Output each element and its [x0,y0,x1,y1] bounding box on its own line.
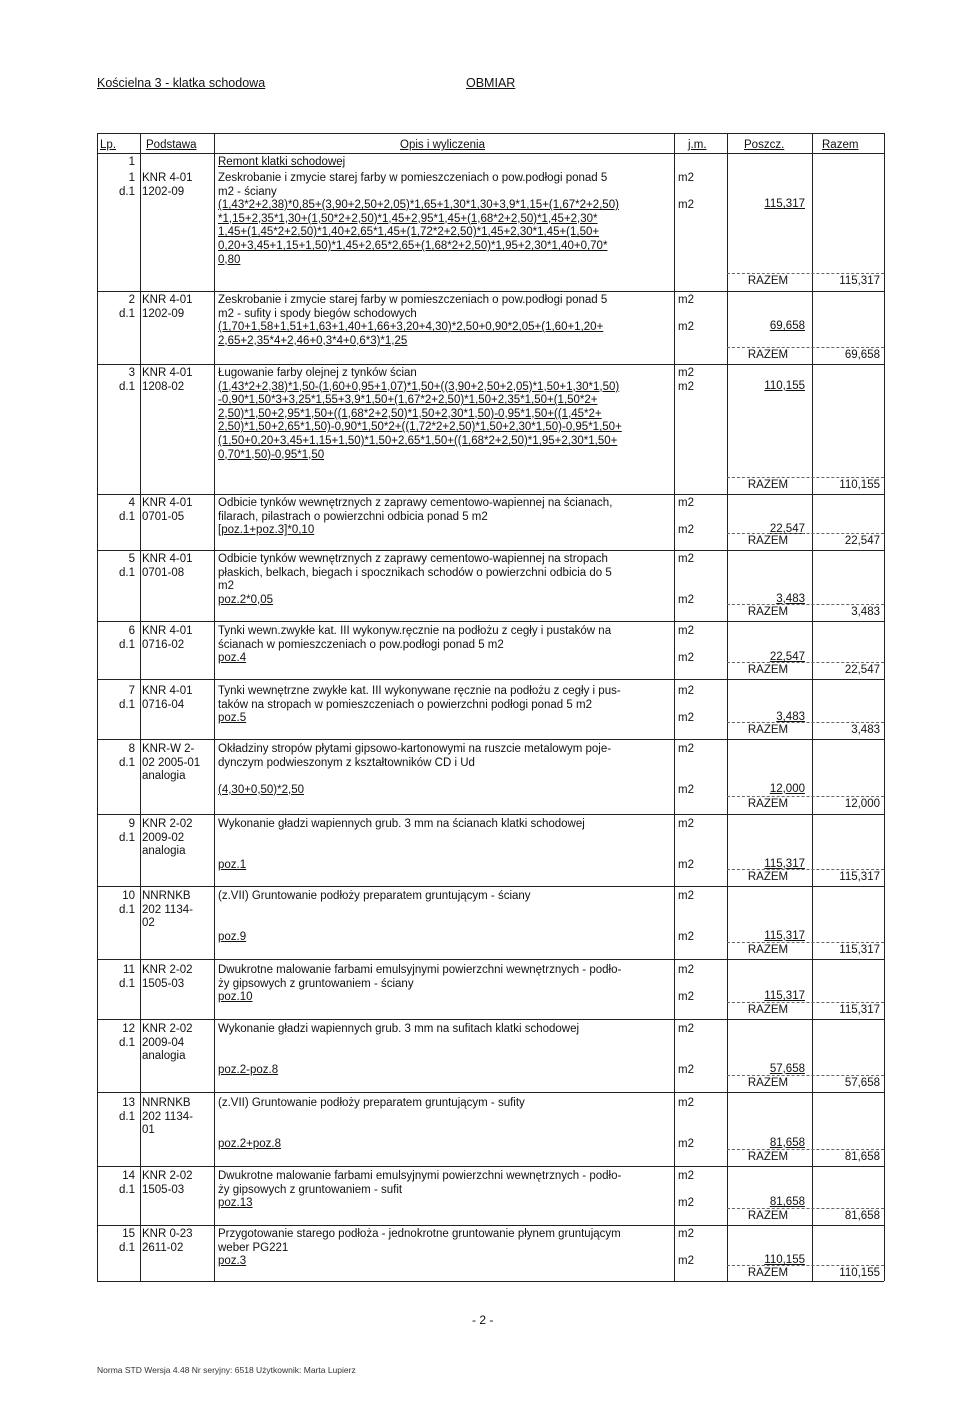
item-8-razem-label: RAZEM [747,798,789,810]
item-4-desc-1: filarach, pilastrach o powierzchni odbicia ponad 5 m2 [218,510,488,523]
item-14-row-border [97,1225,884,1226]
item-13-sum-line [727,1149,884,1150]
item-1-basis-1: 1202-09 [142,185,185,198]
item-6-desc-0: Tynki wewn.zwykłe kat. III wykonyw.ręcznie na podłożu z cegły i pustaków na [218,625,612,637]
item-13-desc-unit: m2 [678,1097,694,1109]
item-12-lp-sub: d.1 [119,1036,135,1049]
item-13-basis-2: 01 [142,1124,155,1137]
item-12-lp: 12 [122,1023,135,1035]
item-1-formula-2: 1,45+(1,45*2+2,50)*1,40+2,65*1,45+(1,72*2+2,50)*1,45+2,30*1,45+(1,50+ [218,226,600,239]
item-14-sum-line [727,1208,884,1209]
item-10-basis-2: 02 [142,917,155,930]
item-10-poszcz: 115,317 [764,929,805,942]
item-15-desc-0: Przygotowanie starego podłoża - jednokrotne gruntowanie płynem gruntującym [218,1228,621,1240]
item-5-basis-1: 0701-08 [142,566,185,579]
item-2-razem-label: RAZEM [747,349,789,361]
item-3-formula-3: 2,50)*1,50+2,65*1,50)-0,90*1,50*2+((1,72*2+2,50)*1,50+2,30*1,50)-0,95*1,50+ [218,421,622,434]
item-2-formula-unit: m2 [678,321,694,334]
item-2-desc-0: Zeskrobanie i zmycie starej farby w pomieszczeniach o pow.podłogi ponad 5 [218,294,608,306]
col-opis: Opis i wyliczenia [400,139,485,151]
item-13-poszcz: 81,658 [769,1136,805,1149]
item-14-desc-1: ży gipsowych z gruntowaniem - sufit [218,1183,403,1196]
item-3-desc-0: Ługowanie farby olejnej z tynków ścian [218,367,417,379]
item-11-sum-line [727,1002,884,1003]
item-15-lp: 15 [122,1228,135,1240]
col-razem: Razem [822,139,859,151]
item-3-lp: 3 [128,367,135,379]
item-2-lp: 2 [128,294,135,306]
item-11-desc-unit: m2 [678,964,694,976]
item-1-lp: 1 [128,172,135,184]
item-7-poszcz: 3,483 [776,711,805,724]
item-15-row-border [97,1281,884,1282]
item-15-basis-1: 2611-02 [142,1241,184,1254]
item-7-desc-0: Tynki wewnętrzne zwykłe kat. III wykonywane ręcznie na podłożu z cegły i pus- [218,685,621,697]
item-4-razem-label: RAZEM [747,535,789,547]
item-13-lp: 13 [122,1097,135,1109]
section-number: 1 [128,156,135,168]
item-13-lp-sub: d.1 [119,1110,135,1123]
item-9-formula-0: poz.1 [218,858,247,871]
item-1-row-border [97,291,884,292]
item-6-desc-1: ścianach w pomieszczeniach o pow.podłogi ponad 5 m2 [218,638,504,651]
page-number: - 2 - [472,1313,494,1327]
item-1-formula-1: *1,15+2,35*1,30+(1,50*2+2,50)*1,45+2,95*1,45+(1,68*2+2,50)*1,45+2,30* [218,212,598,225]
item-14-basis-1: 1505-03 [142,1183,185,1196]
item-14-desc-0: Dwukrotne malowanie farbami emulsyjnymi powierzchni wewnętrznych - podło- [218,1170,622,1182]
item-4-sum-line [727,533,884,534]
item-14-formula-0: poz.13 [218,1197,253,1210]
item-1-formula-0: (1,43*2+2,38)*0,85+(3,90+2,50+2,05)*1,65+1,30*1,30+3,9*1,15+(1,67*2+2,50) [218,199,619,212]
item-11-formula-0: poz.10 [218,991,253,1004]
item-3-lp-sub: d.1 [119,380,135,393]
item-12-desc-unit: m2 [678,1023,694,1035]
item-3-desc-unit: m2 [678,367,694,379]
item-6-lp: 6 [128,625,135,637]
item-6-poszcz: 22,547 [769,651,805,664]
item-12-sum-line [727,1075,884,1076]
section-title: Remont klatki schodowej [218,156,346,168]
item-3-razem-label: RAZEM [747,479,789,491]
item-8-desc-unit: m2 [678,743,694,755]
item-8-desc-1: dynczym podwieszonym z kształtowników CD i Ud [218,756,475,769]
item-12-razem-value: 57,658 [844,1077,880,1089]
item-12-razem-label: RAZEM [747,1077,789,1089]
item-5-lp: 5 [128,553,135,565]
item-7-razem-label: RAZEM [747,724,789,736]
item-1-desc-1: m2 - ściany [218,185,277,198]
item-2-desc-1: m2 - sufity i spody biegów schodowych [218,307,417,320]
item-11-lp: 11 [123,964,135,976]
item-2-desc-unit: m2 [678,294,694,306]
item-11-desc-1: ży gipsowych z gruntowaniem - ściany [218,977,414,990]
item-13-razem-label: RAZEM [747,1151,789,1163]
item-15-desc-1: weber PG221 [218,1241,289,1254]
item-9-lp-sub: d.1 [119,831,135,844]
item-8-basis-1: 02 2005-01 [142,756,201,769]
item-1-desc-unit: m2 [678,172,694,184]
item-1-formula-unit: m2 [678,199,694,212]
table-top-border [97,133,884,134]
item-9-row-border [97,886,884,887]
item-4-formula-unit: m2 [678,524,694,537]
item-10-formula-unit: m2 [678,930,694,943]
item-9-desc-unit: m2 [678,818,694,830]
item-14-desc-unit: m2 [678,1170,694,1182]
item-2-lp-sub: d.1 [119,307,135,320]
item-10-formula-0: poz.9 [218,930,247,943]
item-4-desc-unit: m2 [678,497,694,509]
item-12-formula-unit: m2 [678,1063,694,1076]
col-poszcz: Poszcz. [744,139,785,151]
item-2-basis-1: 1202-09 [142,307,185,320]
item-7-formula-0: poz.5 [218,712,247,725]
table-vline-opis [214,133,215,1281]
table-vline-raz [812,133,813,1281]
item-14-lp-sub: d.1 [119,1183,135,1196]
item-13-formula-0: poz.2+poz.8 [218,1137,281,1150]
item-10-basis-1: 202 1134- [142,903,193,916]
item-5-lp-sub: d.1 [119,566,135,579]
item-10-sum-line [727,942,884,943]
item-15-basis-0: KNR 0-23 [142,1228,193,1240]
item-5-razem-label: RAZEM [747,606,789,618]
item-8-basis-2: analogia [142,770,186,783]
item-2-formula-0: (1,70+1,58+1,51+1,63+1,40+1,66+3,20+4,30)*2,50+0,90*2,05+(1,60+1,20+ [218,321,604,334]
item-6-lp-sub: d.1 [119,638,135,651]
item-8-lp: 8 [128,743,135,755]
item-11-basis-0: KNR 2-02 [142,964,193,976]
item-8-poszcz: 12,000 [769,782,805,795]
item-6-formula-0: poz.4 [218,652,247,665]
item-12-formula-0: poz.2-poz.8 [218,1063,279,1076]
item-4-basis-1: 0701-05 [142,510,185,523]
item-1-sum-line [727,273,884,274]
item-13-formula-unit: m2 [678,1137,694,1150]
item-6-basis-1: 0716-02 [142,638,185,651]
header-title: Kościelna 3 - klatka schodowa [97,76,266,90]
footer-text: Norma STD Wersja 4.48 Nr seryjny: 6518 Użytkownik: Marta Lupierz [97,1365,356,1375]
item-7-lp: 7 [128,685,135,697]
item-13-desc-0: (z.VII) Gruntowanie podłoży preparatem gruntującym - sufity [218,1097,525,1109]
item-6-formula-unit: m2 [678,652,694,665]
item-3-formula-unit: m2 [678,380,694,393]
item-5-desc-0: Odbicie tynków wewnętrznych z zaprawy cementowo-wapiennej na stropach [218,553,608,565]
item-9-desc-0: Wykonanie gładzi wapiennych grub. 3 mm na ścianach klatki schodowej [218,818,585,830]
item-1-formula-3: 0,20+3,45+1,15+1,50)*1,45+2,65*2,65+(1,68*2+2,50)*1,95+2,30*1,40+0,70* [218,240,608,252]
item-10-row-border [97,959,884,960]
item-10-basis-0: NNRNKB [142,890,191,902]
item-3-row-border [97,494,884,495]
item-8-lp-sub: d.1 [119,756,135,769]
item-3-formula-4: (1,50+0,20+3,45+1,15+1,50)*1,50+2,65*1,50+((1,68*2+2,50)*1,95+2,30*1,50+ [218,435,618,447]
item-8-sum-line [727,796,884,797]
item-13-row-border [97,1166,884,1167]
item-2-sum-line [727,347,884,348]
item-3-formula-2: 2,50)*1,50+2,95*1,50+((1,68*2+2,50)*1,50+2,30*1,50)-0,95*1,50+((1,45*2+ [218,407,602,420]
table-vline-pos [727,133,728,1281]
item-11-lp-sub: d.1 [119,977,135,990]
item-11-poszcz: 115,317 [764,990,805,1003]
item-5-desc-unit: m2 [678,553,694,565]
item-11-formula-unit: m2 [678,991,694,1004]
item-1-lp-sub: d.1 [119,185,135,198]
item-14-lp: 14 [122,1170,135,1182]
item-12-basis-2: analogia [142,1050,186,1063]
item-5-razem-value: 3,483 [851,606,880,618]
item-4-poszcz: 22,547 [769,523,805,536]
item-2-poszcz: 69,658 [769,320,805,333]
item-8-desc-0: Okładziny stropów płytami gipsowo-kartonowymi na ruszcie metalowym poje- [218,743,612,755]
item-11-razem-value: 115,317 [839,1004,880,1016]
item-9-poszcz: 115,317 [764,857,805,870]
item-15-desc-unit: m2 [678,1228,694,1240]
item-12-row-border [97,1092,884,1093]
item-4-lp: 4 [128,497,135,509]
item-5-desc-1: płaskich, belkach, biegach i spocznikach schodów o powierzchni odbicia do 5 [218,566,612,579]
item-7-desc-1: taków na stropach w pomieszczeniach o powierzchni podłogi ponad 5 m2 [218,698,592,711]
item-3-poszcz: 110,155 [764,379,805,392]
item-7-formula-unit: m2 [678,712,694,725]
item-2-razem-value: 69,658 [844,349,880,361]
col-lp: Lp. [100,139,116,151]
item-13-basis-0: NNRNKB [142,1097,191,1109]
item-14-razem-label: RAZEM [747,1210,789,1222]
item-2-basis-0: KNR 4-01 [142,294,193,306]
item-12-desc-0: Wykonanie gładzi wapiennych grub. 3 mm na sufitach klatki schodowej [218,1023,580,1035]
item-4-razem-value: 22,547 [844,535,880,547]
item-12-poszcz: 57,658 [769,1062,805,1075]
item-11-desc-0: Dwukrotne malowanie farbami emulsyjnymi powierzchni wewnętrznych - podło- [218,964,622,976]
item-3-razem-value: 110,155 [839,479,880,491]
item-8-formula-unit: m2 [678,783,694,796]
item-9-sum-line [727,869,884,870]
item-11-razem-label: RAZEM [747,1004,789,1016]
item-9-razem-label: RAZEM [747,871,789,883]
item-14-poszcz: 81,658 [769,1196,805,1209]
col-podstawa: Podstawa [146,139,197,151]
item-2-row-border [97,364,884,365]
item-15-poszcz: 110,155 [764,1254,805,1267]
item-6-basis-0: KNR 4-01 [142,625,193,637]
item-15-formula-unit: m2 [678,1255,694,1268]
item-10-desc-0: (z.VII) Gruntowanie podłoży preparatem gruntującym - ściany [218,890,531,902]
item-7-row-border [97,739,884,740]
item-14-basis-0: KNR 2-02 [142,1170,193,1182]
item-4-basis-0: KNR 4-01 [142,497,193,509]
item-5-basis-0: KNR 4-01 [142,553,193,565]
item-11-row-border [97,1019,884,1020]
item-1-basis-0: KNR 4-01 [142,172,193,184]
item-6-row-border [97,679,884,680]
item-10-desc-unit: m2 [678,890,694,902]
item-13-basis-1: 202 1134- [142,1110,193,1123]
item-5-row-border [97,621,884,622]
item-10-razem-value: 115,317 [839,944,880,956]
table-vline-jm [674,133,675,1281]
item-5-poszcz: 3,483 [776,592,805,605]
item-8-razem-value: 12,000 [844,798,880,810]
item-14-razem-value: 81,658 [844,1210,880,1222]
item-10-razem-label: RAZEM [747,944,789,956]
item-3-formula-5: 0,70*1,50)-0,95*1,50 [218,448,325,461]
item-7-basis-1: 0716-04 [142,698,185,711]
item-4-formula-0: [poz.1+poz.3]*0,10 [218,524,315,537]
item-6-razem-value: 22,547 [844,664,880,676]
item-12-basis-0: KNR 2-02 [142,1023,193,1035]
item-1-formula-4: 0,80 [218,253,241,266]
item-15-razem-label: RAZEM [747,1267,789,1279]
item-15-formula-0: poz.3 [218,1255,247,1268]
item-11-basis-1: 1505-03 [142,977,185,990]
item-9-basis-2: analogia [142,845,186,858]
item-7-desc-unit: m2 [678,685,694,697]
item-8-row-border [97,814,884,815]
item-8-formula-0: (4,30+0,50)*2,50 [218,783,304,796]
item-9-basis-1: 2009-02 [142,831,185,844]
item-1-razem-label: RAZEM [747,275,789,287]
item-8-basis-0: KNR-W 2- [142,743,195,755]
item-7-lp-sub: d.1 [119,698,135,711]
item-5-formula-unit: m2 [678,593,694,606]
item-13-razem-value: 81,658 [844,1151,880,1163]
item-15-sum-line [727,1265,884,1266]
item-2-formula-1: 2,65+2,35*4+2,46+0,3*4+0,6*3)*1,25 [218,334,408,347]
item-1-desc-0: Zeskrobanie i zmycie starej farby w pomieszczeniach o pow.podłogi ponad 5 [218,172,608,184]
item-7-basis-0: KNR 4-01 [142,685,193,697]
item-6-razem-label: RAZEM [747,664,789,676]
item-7-razem-value: 3,483 [851,724,880,736]
item-9-razem-value: 115,317 [839,871,880,883]
header-obmiar: OBMIAR [466,76,516,90]
item-4-desc-0: Odbicie tynków wewnętrznych z zaprawy cementowo-wapiennej na ścianach, [218,497,613,509]
item-10-lp-sub: d.1 [119,903,135,916]
item-15-razem-value: 110,155 [839,1267,880,1279]
item-5-desc-2: m2 [218,580,234,593]
item-4-lp-sub: d.1 [119,510,135,523]
item-5-formula-0: poz.2*0,05 [218,593,273,606]
item-3-basis-0: KNR 4-01 [142,367,193,379]
item-3-formula-0: (1,43*2+2,38)*1,50-(1,60+0,95+1,07)*1,50+((3,90+2,50+2,05)*1,50+1,30*1,50) [218,380,620,393]
item-15-lp-sub: d.1 [119,1241,135,1254]
item-3-sum-line [727,477,884,478]
table-vline-pod [140,133,141,1281]
item-5-sum-line [727,604,884,605]
item-1-razem-value: 115,317 [839,275,880,287]
item-1-poszcz: 115,317 [764,198,805,211]
col-jm: j.m. [688,139,707,151]
item-9-formula-unit: m2 [678,858,694,871]
item-10-lp: 10 [122,890,135,902]
item-12-basis-1: 2009-04 [142,1036,185,1049]
item-9-lp: 9 [128,818,135,830]
item-3-basis-1: 1208-02 [142,380,185,393]
item-14-formula-unit: m2 [678,1197,694,1210]
item-4-row-border [97,550,884,551]
item-6-sum-line [727,662,884,663]
item-6-desc-unit: m2 [678,625,694,637]
table-vline-end [884,133,885,1281]
item-9-basis-0: KNR 2-02 [142,818,193,830]
item-3-formula-1: -0,90*1,50*3+3,25*1,55+3,9*1,50+(1,67*2+2,50)*1,50+2,35*1,50+(1,50*2+ [218,394,598,407]
item-7-sum-line [727,722,884,723]
